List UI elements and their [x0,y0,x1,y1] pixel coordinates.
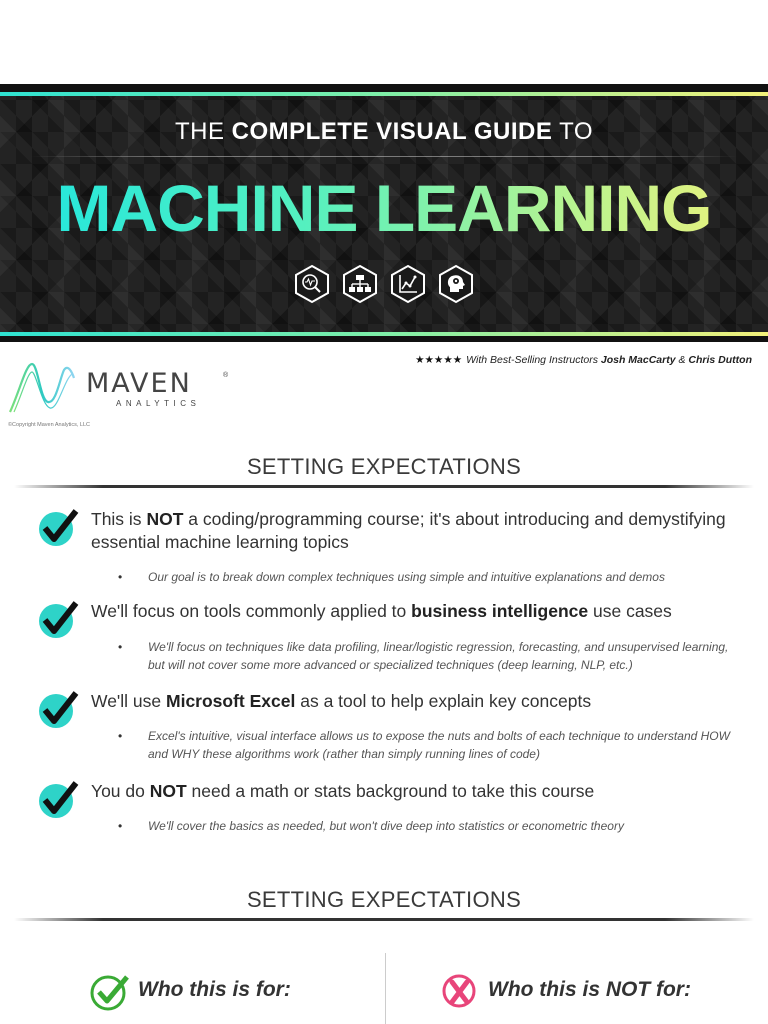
subtitle-divider [30,156,738,157]
logo-word: MAVEN [86,368,192,399]
section-title-1: SETTING EXPECTATIONS [246,454,522,479]
item-4-post: need a math or stats background to take this course [186,781,595,801]
expectation-bullet-4: • We'll cover the basics as needed, but won't dive deep into statistics or econometric theory [148,817,748,835]
expectation-bullet-2: • We'll focus on techniques like data profiling, linear/logistic regression, forecasting, and unsupervised learning, but will not cover some more advanced or specialized techniques (deep learning, NLP, etc.) [148,638,748,674]
item-1-bold: NOT [146,509,184,529]
banner-top-edge [0,84,768,92]
check-badge-icon [36,508,80,548]
check-badge-icon [36,600,80,640]
topic-icon-row [0,264,768,304]
logo-subtitle: ANALYTICS [116,399,201,408]
check-badge-icon [36,780,80,820]
item-3-pre: We'll use [91,691,166,711]
expectation-text-4 [91,780,731,803]
item-3-bold: Microsoft Excel [166,691,296,711]
pink-x-circle-icon [440,972,478,1010]
logo-registered-mark: ® [223,372,229,379]
signal-search-icon [293,264,331,304]
who-not-for-label: Who this is NOT for: [488,978,691,1001]
expectation-text-1 [91,508,731,554]
banner-top-stripe [0,92,768,96]
item-2-post: use cases [588,601,672,621]
instructors-amp: & [675,354,689,366]
item-4-bold: NOT [149,781,187,801]
hierarchy-icon [341,264,379,304]
item-1-post: a coding/programming course; it's about introducing and demystifying essential machine learning topics [91,509,726,552]
copyright-text: ©Copyright Maven Analytics, LLC [8,422,91,428]
subtitle-pre: THE [174,118,232,145]
brain-head-icon [437,264,475,304]
expectation-text-2 [91,600,731,623]
rating-stars: ★★★★★ [415,354,463,366]
trend-chart-icon [389,264,427,304]
instructors-prefix: With Best-Selling Instructors [466,354,601,366]
item-2-bold: business intelligence [411,601,589,621]
expectation-text-3 [91,690,731,713]
section-rule-1 [14,485,754,488]
green-check-circle-icon [90,972,130,1012]
section-title-2: SETTING EXPECTATIONS [246,887,522,912]
maven-wave-icon [6,360,82,416]
item-1-pre: This is [91,509,147,529]
instructor-name-1: Josh MacCarty [600,354,676,366]
check-badge-icon [36,690,80,730]
instructor-name-2: Chris Dutton [688,354,752,366]
instructors-credit [415,354,752,366]
item-2-pre: We'll focus on tools commonly applied to [91,601,412,621]
who-for-label: Who this is for: [138,978,291,1001]
banner-subtitle [0,118,768,146]
expectation-bullet-3: • Excel's intuitive, visual interface allows us to expose the nuts and bolts of each technique to understand HOW and WHY these algorithms work (rather than simply running lines of code) [148,727,748,763]
expectation-bullet-1: • Our goal is to break down complex techniques using simple and intuitive explanations and demos [148,568,748,586]
subtitle-bold: COMPLETE VISUAL GUIDE [231,118,553,145]
column-divider [385,953,386,1024]
maven-analytics-logo [6,360,246,416]
item-3-post: as a tool to help explain key concepts [295,691,592,711]
hero-banner [0,84,768,342]
banner-bottom-edge [0,336,768,342]
main-title: MACHINE LEARNING [0,170,768,246]
section-rule-2 [14,918,754,921]
item-4-pre: You do [91,781,150,801]
subtitle-post: TO [552,118,594,145]
